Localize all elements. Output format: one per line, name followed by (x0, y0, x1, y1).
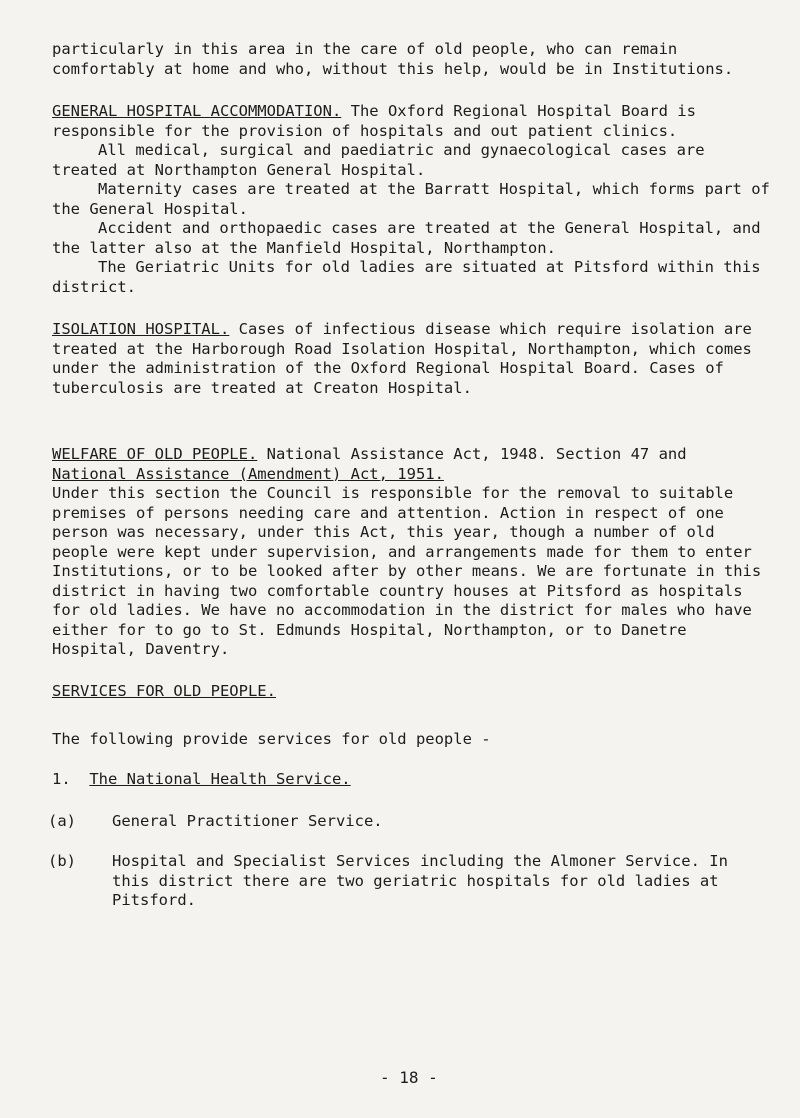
welfare-paragraph: Under this section the Council is responsible for the removal to suitable premises of persons needing care and attention. Action in respect of one person was necessary, under this Act, this year, though a number of old people were kept under supervision, and arrangements made for them to enter Institutions, or to be looked after by other means. We are fortunate in this district in having two comfortable country houses at Pitsford as hospitals for old ladies. We have no accommodation in the district for males who have either for to go to St. Edmunds Hospital, Northampton, or to Danetre Hospital, Daventry. (52, 484, 762, 658)
general-paragraph-2: All medical, surgical and paediatric and gynaecological cases are treated at Northampton General Hospital. (52, 141, 705, 179)
general-paragraph-4: Accident and orthopaedic cases are treated at the General Hospital, and the latter also at the Manfield Hospital, Northampton. (52, 219, 761, 257)
welfare-heading: WELFARE OF OLD PEOPLE. (52, 445, 258, 463)
sub-item-a-text: General Practitioner Service. (112, 812, 383, 830)
service-item-1-number: 1. (52, 770, 71, 788)
isolation-heading: ISOLATION HOSPITAL. (52, 320, 230, 338)
isolation-section (52, 320, 772, 398)
sub-item-b-text: Hospital and Specialist Services including the Almoner Service. In this district there are two geriatric hospitals for old ladies at Pitsford. (112, 852, 728, 909)
welfare-section (52, 445, 772, 660)
service-item-1-label: The National Health Service. (89, 770, 351, 788)
general-hospital-section (52, 102, 772, 297)
page-number: - 18 - (380, 1068, 438, 1087)
sub-item-a-label: (a) (48, 812, 76, 830)
isolation-paragraph: ISOLATION HOSPITAL. Cases of infectious disease which require isolation are treated at the Harborough Road Isolation Hospital, Northampton, which comes under the administration of the Oxford Regional Hospital Board. Cases of tuberculosis are treated at Creaton Hospital. (52, 320, 752, 397)
sub-item-b (48, 852, 760, 911)
general-paragraph-5: The Geriatric Units for old ladies are situated at Pitsford within this district. (52, 258, 761, 296)
welfare-heading-2: National Assistance (Amendment) Act, 1951. (52, 464, 444, 483)
services-intro: The following provide services for old people - (52, 730, 491, 748)
sub-item-a (48, 812, 760, 832)
welfare-line-2 (52, 465, 772, 485)
welfare-line-1: WELFARE OF OLD PEOPLE. National Assistance Act, 1948. Section 47 and (52, 445, 687, 463)
general-hospital-paragraph: GENERAL HOSPITAL ACCOMMODATION. The Oxford Regional Hospital Board is responsible for the provision of hospitals and out patient clinics. (52, 102, 696, 140)
general-hospital-heading: GENERAL HOSPITAL ACCOMMODATION. (52, 102, 342, 120)
general-paragraph-3: Maternity cases are treated at the Barratt Hospital, which forms part of the General Hospital. (52, 180, 770, 218)
intro-paragraph: particularly in this area in the care of old people, who can remain comfortably at home and who, without this help, would be in Institutions. (52, 40, 734, 78)
sub-item-b-label: (b) (48, 852, 76, 870)
services-heading: SERVICES FOR OLD PEOPLE. (52, 682, 276, 700)
service-item-1 (52, 770, 752, 790)
